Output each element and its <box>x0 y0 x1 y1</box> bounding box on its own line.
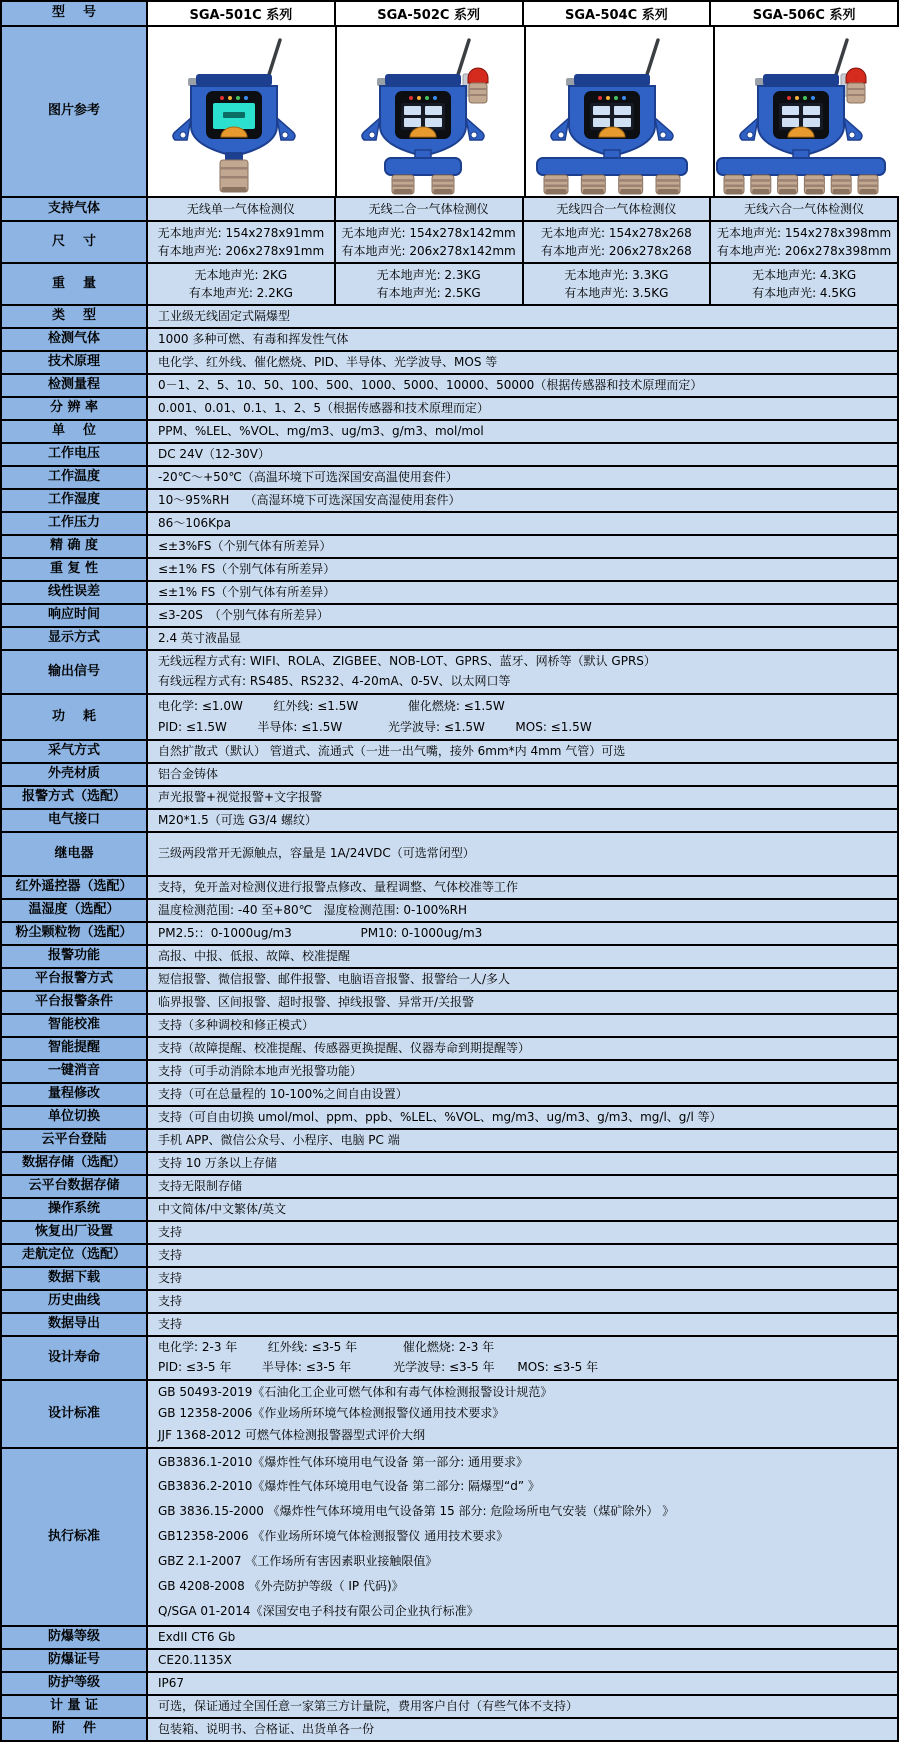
row-value-line: 支持 <box>158 1247 183 1262</box>
model-spec-row <box>2 264 897 306</box>
row-value-line: 支持（多种调校和修正模式） <box>158 1017 315 1032</box>
row-label: 检测气体 <box>2 329 148 350</box>
row-value-line: 声光报警+视觉报警+文字报警 <box>158 789 323 804</box>
header-model-sga-506c: SGA-506C 系列 <box>711 2 897 25</box>
row-value-line: 高报、中报、低报、故障、校准提醒 <box>158 948 351 963</box>
row-value-line: 手机 APP、微信公众号、小程序、电脑 PC 端 <box>158 1132 400 1147</box>
row-label: 外壳材质 <box>2 764 148 785</box>
row-label: 设计寿命 <box>2 1337 148 1379</box>
model-value-line: 无线单一气体检测仪 <box>186 202 295 216</box>
row-value-line: GB 50493-2019《石油化工企业可燃气体和有毒气体检测报警设计规范》 <box>158 1384 553 1399</box>
header-model-label: 型 号 <box>2 2 148 25</box>
row-label: 类 型 <box>2 306 148 327</box>
row-value-area <box>148 490 897 511</box>
row-value-area <box>148 992 897 1013</box>
row-value-area <box>148 1015 897 1036</box>
row-value-area <box>148 582 897 603</box>
row-value-area <box>148 1449 897 1625</box>
spec-row <box>2 375 897 398</box>
header-model-sga-502c: SGA-502C 系列 <box>336 2 524 25</box>
spec-row <box>2 1130 897 1153</box>
row-label: 防护等级 <box>2 1673 148 1694</box>
row-value-area <box>148 375 897 396</box>
row-label: 恢复出厂设置 <box>2 1222 148 1243</box>
row-label: 线性误差 <box>2 582 148 603</box>
row-label: 操作系统 <box>2 1199 148 1220</box>
row-label: 云平台登陆 <box>2 1130 148 1151</box>
spec-row <box>2 582 897 605</box>
model-spec-row <box>2 198 897 222</box>
row-value-line: 电化学: 2-3 年 红外线: ≤3-5 年 催化燃烧: 2-3 年 <box>158 1340 495 1355</box>
spec-row <box>2 490 897 513</box>
row-value-area <box>148 1199 897 1220</box>
spec-row <box>2 421 897 444</box>
row-value-line: 工业级无线固定式隔爆型 <box>158 308 291 323</box>
row-label: 检测量程 <box>2 375 148 396</box>
row-value-line: PID: ≤3-5 年 半导体: ≤3-5 年 光学波导: ≤3-5 年 MOS: ≤3-5 年 <box>158 1360 599 1375</box>
row-value-area <box>148 810 897 831</box>
model-value-cell <box>524 222 712 262</box>
row-value-area <box>148 467 897 488</box>
row-value-line: 可选，保证通过全国任意一家第三方计量院，费用客户自付（有些气体不支持） <box>158 1698 579 1713</box>
spec-row <box>2 741 897 764</box>
row-value-line: 支持（可自由切换 umol/mol、ppm、ppb、%LEL、%VOL、mg/m3、ug/m3、g/m3、mg/l、g/l 等） <box>158 1109 722 1124</box>
product-image-cells <box>148 27 899 196</box>
row-value-line: 支持无限制存储 <box>158 1178 243 1193</box>
row-label: 一键消音 <box>2 1061 148 1082</box>
row-value-area <box>148 1153 897 1174</box>
spec-row <box>2 605 897 628</box>
row-value-area <box>148 536 897 557</box>
row-value-area <box>148 1314 897 1335</box>
row-value-area <box>148 946 897 967</box>
row-value-area <box>148 1268 897 1289</box>
row-value-area <box>148 1627 897 1648</box>
spec-row <box>2 969 897 992</box>
row-label: 智能提醒 <box>2 1038 148 1059</box>
row-value-line: GB 4208-2008 《外壳防护等级（ IP 代码)》 <box>158 1578 404 1593</box>
spec-row <box>2 1268 897 1291</box>
row-label: 工作压力 <box>2 513 148 534</box>
row-value-area <box>148 1337 897 1379</box>
spec-row <box>2 1199 897 1222</box>
row-value-line: GB12358-2006 《作业场所环境气体检测报警仪 通用技术要求》 <box>158 1529 509 1544</box>
model-value-cell <box>148 198 336 220</box>
row-value-area <box>148 741 897 762</box>
row-label: 电气接口 <box>2 810 148 831</box>
row-value-line: 中文简体/中文繁体/英文 <box>158 1201 287 1216</box>
product-image-sga-506c <box>715 27 899 196</box>
row-value-line: 临界报警、区间报警、超时报警、掉线报警、异常开/关报警 <box>158 994 475 1009</box>
spec-row <box>2 651 897 695</box>
model-value-line: 有本地声光: 206x278x91mm <box>157 244 325 258</box>
model-value-line: 无本地声光: 4.3KG <box>752 268 857 282</box>
row-value-line: 铝合金铸体 <box>158 766 219 781</box>
row-value-line: ExdII CT6 Gb <box>158 1629 236 1644</box>
row-value-area <box>148 1650 897 1671</box>
row-label: 分 辨 率 <box>2 398 148 419</box>
spec-row <box>2 946 897 969</box>
row-value-line: 有线远程方式有: RS485、RS232、4-20mA、0-5V、以太网口等 <box>158 674 511 689</box>
row-value-area <box>148 513 897 534</box>
row-value-line: 0.001、0.01、0.1、1、2、5（根据传感器和技术原理而定） <box>158 400 490 415</box>
row-value-line: 2.4 英寸液晶显 <box>158 630 241 645</box>
spec-row <box>2 1381 897 1449</box>
row-value-line: Q/SGA 01-2014《深国安电子科技有限公司企业执行标准》 <box>158 1603 479 1618</box>
row-label: 红外遥控器（选配） <box>2 877 148 898</box>
spec-row <box>2 1176 897 1199</box>
model-value-cell <box>711 264 897 304</box>
row-value-area <box>148 900 897 921</box>
row-value-area <box>148 764 897 785</box>
row-label: 附 件 <box>2 1719 148 1740</box>
row-value-area <box>148 352 897 373</box>
row-label: 单 位 <box>2 421 148 442</box>
row-value-line: 支持（故障提醒、校准提醒、传感器更换提醒、仪器寿命到期提醒等） <box>158 1040 531 1055</box>
row-value-line: 支持 <box>158 1293 183 1308</box>
row-value-line: GB3836.2-2010《爆炸性气体环境用电气设备 第二部分: 隔爆型“d” 》 <box>158 1479 540 1494</box>
spec-row <box>2 1696 897 1719</box>
spec-row <box>2 1719 897 1740</box>
model-value-cell <box>711 222 897 262</box>
row-label: 工作湿度 <box>2 490 148 511</box>
row-value-area <box>148 1107 897 1128</box>
model-value-line: 无本地声光: 3.3KG <box>564 268 669 282</box>
model-value-cell <box>524 264 712 304</box>
row-value-line: 支持 <box>158 1224 183 1239</box>
row-value-line: ≤±3%FS（个别气体有所差异） <box>158 538 332 553</box>
spec-row <box>2 559 897 582</box>
row-label: 温湿度（选配） <box>2 900 148 921</box>
product-image-sga-501c <box>148 27 337 196</box>
row-value-line: 1000 多种可燃、有毒和挥发性气体 <box>158 331 349 346</box>
row-label: 云平台数据存储 <box>2 1176 148 1197</box>
spec-row <box>2 1153 897 1176</box>
model-value-line: 有本地声光: 4.5KG <box>752 286 857 300</box>
row-value-area <box>148 559 897 580</box>
spec-row <box>2 810 897 833</box>
spec-row <box>2 306 897 329</box>
row-value-line: 0－1、2、5、10、50、100、500、1000、5000、10000、50000（根据传感器和技术原理而定） <box>158 377 703 392</box>
header-model-sga-501c: SGA-501C 系列 <box>148 2 336 25</box>
row-value-line: 短信报警、微信报警、邮件报警、电脑语音报警、报警给一人/多人 <box>158 971 511 986</box>
spec-row <box>2 513 897 536</box>
spec-row <box>2 1038 897 1061</box>
row-label: 平台报警方式 <box>2 969 148 990</box>
spec-row <box>2 1314 897 1337</box>
row-value-area <box>148 695 897 739</box>
spec-row <box>2 1107 897 1130</box>
row-value-line: GB 12358-2006《作业场所环境气体检测报警仪通用技术要求》 <box>158 1406 505 1421</box>
row-label: 防爆等级 <box>2 1627 148 1648</box>
spec-row <box>2 444 897 467</box>
row-label: 工作电压 <box>2 444 148 465</box>
model-value-line: 无本地声光: 154x278x142mm <box>341 226 516 240</box>
row-value-line: CE20.1135X <box>158 1652 232 1667</box>
row-value-line: PM2.5:：0-1000ug/m3 PM10: 0-1000ug/m3 <box>158 925 483 940</box>
product-image-sga-502c <box>337 27 526 196</box>
row-label: 走航定位（选配） <box>2 1245 148 1266</box>
row-label: 智能校准 <box>2 1015 148 1036</box>
row-value-area <box>148 787 897 808</box>
row-value-area <box>148 1381 897 1447</box>
row-value-area <box>148 833 897 875</box>
row-value-area <box>148 1673 897 1694</box>
model-value-line: 无本地声光: 2.3KG <box>376 268 481 282</box>
row-label: 精 确 度 <box>2 536 148 557</box>
row-value-area <box>148 877 897 898</box>
spec-row <box>2 1084 897 1107</box>
model-value-line: 无线二合一气体检测仪 <box>368 202 489 216</box>
row-label: 重 复 性 <box>2 559 148 580</box>
row-value-line: JJF 1368-2012 可燃气体检测报警器型式评价大纲 <box>158 1427 426 1442</box>
row-value-line: GB3836.1-2010《爆炸性气体环境用电气设备 第一部分: 通用要求》 <box>158 1454 529 1469</box>
model-value-line: 有本地声光: 206x278x142mm <box>341 244 516 258</box>
row-value-area <box>148 1291 897 1312</box>
row-label: 执行标准 <box>2 1449 148 1625</box>
spec-row <box>2 877 897 900</box>
row-label: 采气方式 <box>2 741 148 762</box>
row-label: 计 量 证 <box>2 1696 148 1717</box>
row-value-line: 支持 <box>158 1270 183 1285</box>
row-value-area <box>148 1719 897 1740</box>
row-value-line: ≤3-20S （个别气体有所差异） <box>158 607 329 622</box>
row-value-line: ≤±1% FS（个别气体有所差异） <box>158 561 336 576</box>
spec-row <box>2 1061 897 1084</box>
row-value-line: 温度检测范围: -40 至+80℃ 湿度检测范围: 0-100%RH <box>158 902 468 917</box>
row-label: 技术原理 <box>2 352 148 373</box>
row-value-line: DC 24V（12-30V） <box>158 446 270 461</box>
model-value-cell <box>148 222 336 262</box>
row-value-line: ≤±1% FS（个别气体有所差异） <box>158 584 336 599</box>
spec-row <box>2 1449 897 1627</box>
row-value-line: IP67 <box>158 1675 185 1690</box>
spec-row <box>2 536 897 559</box>
row-label: 输出信号 <box>2 651 148 693</box>
model-value-cell <box>524 198 712 220</box>
row-value-line: 无线远程方式有: WIFI、ROLA、ZIGBEE、NOB-LOT、GPRS、蓝牙、网桥等（默认 GPRS） <box>158 654 656 669</box>
row-value-area <box>148 969 897 990</box>
row-value-area <box>148 421 897 442</box>
row-value-line: 电化学、红外线、催化燃烧、PID、半导体、光学波导、MOS 等 <box>158 354 498 369</box>
row-value-line: 支持（可在总量程的 10-100%之间自由设置） <box>158 1086 408 1101</box>
spec-row <box>2 900 897 923</box>
row-label: 单位切换 <box>2 1107 148 1128</box>
row-value-area <box>148 1130 897 1151</box>
row-label: 平台报警条件 <box>2 992 148 1013</box>
product-image-sga-504c <box>526 27 715 196</box>
model-value-line: 无线四合一气体检测仪 <box>556 202 677 216</box>
model-value-cell <box>711 198 897 220</box>
row-value-line: 10～95%RH （高湿环境下可选深国安高湿使用套件） <box>158 492 461 507</box>
spec-row <box>2 329 897 352</box>
row-label: 量程修改 <box>2 1084 148 1105</box>
row-label: 数据存储（选配） <box>2 1153 148 1174</box>
spec-row <box>2 352 897 375</box>
spec-row <box>2 1627 897 1650</box>
row-value-area <box>148 1061 897 1082</box>
row-value-area <box>148 1176 897 1197</box>
row-value-line: 自然扩散式（默认） 管道式、流通式（一进一出气嘴，接外 6mm*内 4mm 气管）可选 <box>158 743 626 758</box>
header-model-sga-504c: SGA-504C 系列 <box>524 2 712 25</box>
row-value-line: 电化学: ≤1.0W 红外线: ≤1.5W 催化燃烧: ≤1.5W <box>158 698 505 713</box>
row-value-area <box>148 1222 897 1243</box>
row-value-area <box>148 605 897 626</box>
image-row-label: 图片参考 <box>2 27 148 196</box>
model-value-line: 有本地声光: 3.5KG <box>564 286 669 300</box>
row-value-area <box>148 923 897 944</box>
table-header-row <box>2 2 897 27</box>
spec-row <box>2 833 897 877</box>
model-value-cell <box>336 198 524 220</box>
row-label: 响应时间 <box>2 605 148 626</box>
spec-row <box>2 628 897 651</box>
spec-row <box>2 1015 897 1038</box>
model-value-cell <box>336 222 524 262</box>
spec-row <box>2 467 897 490</box>
row-label: 设计标准 <box>2 1381 148 1447</box>
model-value-cell <box>148 264 336 304</box>
row-value-line: 支持 <box>158 1316 183 1331</box>
spec-row <box>2 1337 897 1381</box>
model-value-line: 有本地声光: 2.2KG <box>188 286 293 300</box>
model-value-line: 无线六合一气体检测仪 <box>744 202 865 216</box>
row-value-area <box>148 1038 897 1059</box>
row-label: 数据下载 <box>2 1268 148 1289</box>
row-value-line: GB 3836.15-2000 《爆炸性气体环境用电气设备第 15 部分: 危险场所电气安装（煤矿除外） 》 <box>158 1504 675 1519</box>
row-value-area <box>148 1084 897 1105</box>
row-label: 尺 寸 <box>2 222 148 262</box>
row-value-area <box>148 306 897 327</box>
model-value-line: 有本地声光: 2.5KG <box>376 286 481 300</box>
header-model-cells <box>148 2 897 25</box>
row-value-area <box>148 398 897 419</box>
row-value-line: GBZ 2.1-2007 《工作场所有害因素职业接触限值》 <box>158 1553 438 1568</box>
row-value-area <box>148 444 897 465</box>
row-label: 历史曲线 <box>2 1291 148 1312</box>
row-value-line: 包装箱、说明书、合格证、出货单各一份 <box>158 1721 375 1736</box>
spec-row <box>2 1222 897 1245</box>
row-label: 粉尘颗粒物（选配） <box>2 923 148 944</box>
row-value-area <box>148 651 897 693</box>
row-label: 数据导出 <box>2 1314 148 1335</box>
product-image-row <box>2 27 897 198</box>
row-value-line: PPM、%LEL、%VOL、mg/m3、ug/m3、g/m3、mol/mol <box>158 423 484 438</box>
row-value-line: 支持 10 万条以上存储 <box>158 1155 277 1170</box>
row-value-line: -20℃～+50℃（高温环境下可选深国安高温使用套件） <box>158 469 458 484</box>
row-value-area <box>148 329 897 350</box>
row-label: 报警方式（选配） <box>2 787 148 808</box>
row-label: 显示方式 <box>2 628 148 649</box>
row-value-line: 三级两段常开无源触点，容量是 1A/24VDC（可选常闭型） <box>158 846 475 861</box>
row-label: 工作温度 <box>2 467 148 488</box>
spec-row <box>2 1245 897 1268</box>
model-value-line: 有本地声光: 206x278x398mm <box>717 244 892 258</box>
row-label: 防爆证号 <box>2 1650 148 1671</box>
spec-row <box>2 992 897 1015</box>
row-value-area <box>148 1245 897 1266</box>
row-label: 继电器 <box>2 833 148 875</box>
model-value-line: 无本地声光: 154x278x398mm <box>717 226 892 240</box>
row-value-area <box>148 628 897 649</box>
model-value-cell <box>336 264 524 304</box>
row-value-line: M20*1.5（可选 G3/4 螺纹） <box>158 812 317 827</box>
row-value-line: 86～106Kpa <box>158 515 232 530</box>
model-value-line: 有本地声光: 206x278x268 <box>540 244 692 258</box>
row-value-line: 支持，免开盖对检测仪进行报警点修改、量程调整、气体校准等工作 <box>158 879 519 894</box>
model-value-line: 无本地声光: 154x278x91mm <box>157 226 325 240</box>
spec-row <box>2 398 897 421</box>
row-label: 报警功能 <box>2 946 148 967</box>
row-label: 重 量 <box>2 264 148 304</box>
row-label: 支持气体 <box>2 198 148 220</box>
model-spec-row <box>2 222 897 264</box>
model-value-line: 无本地声光: 154x278x268 <box>540 226 692 240</box>
model-value-line: 无本地声光: 2KG <box>194 268 288 282</box>
row-label: 功 耗 <box>2 695 148 739</box>
spec-row <box>2 923 897 946</box>
row-value-line: 支持（可手动消除本地声光报警功能） <box>158 1063 363 1078</box>
spec-row <box>2 695 897 741</box>
row-value-line: PID: ≤1.5W 半导体: ≤1.5W 光学波导: ≤1.5W MOS: ≤1.5W <box>158 719 592 734</box>
row-value-area <box>148 1696 897 1717</box>
spec-row <box>2 787 897 810</box>
spec-row <box>2 1673 897 1696</box>
spec-row <box>2 1291 897 1314</box>
spec-row <box>2 764 897 787</box>
spec-row <box>2 1650 897 1673</box>
